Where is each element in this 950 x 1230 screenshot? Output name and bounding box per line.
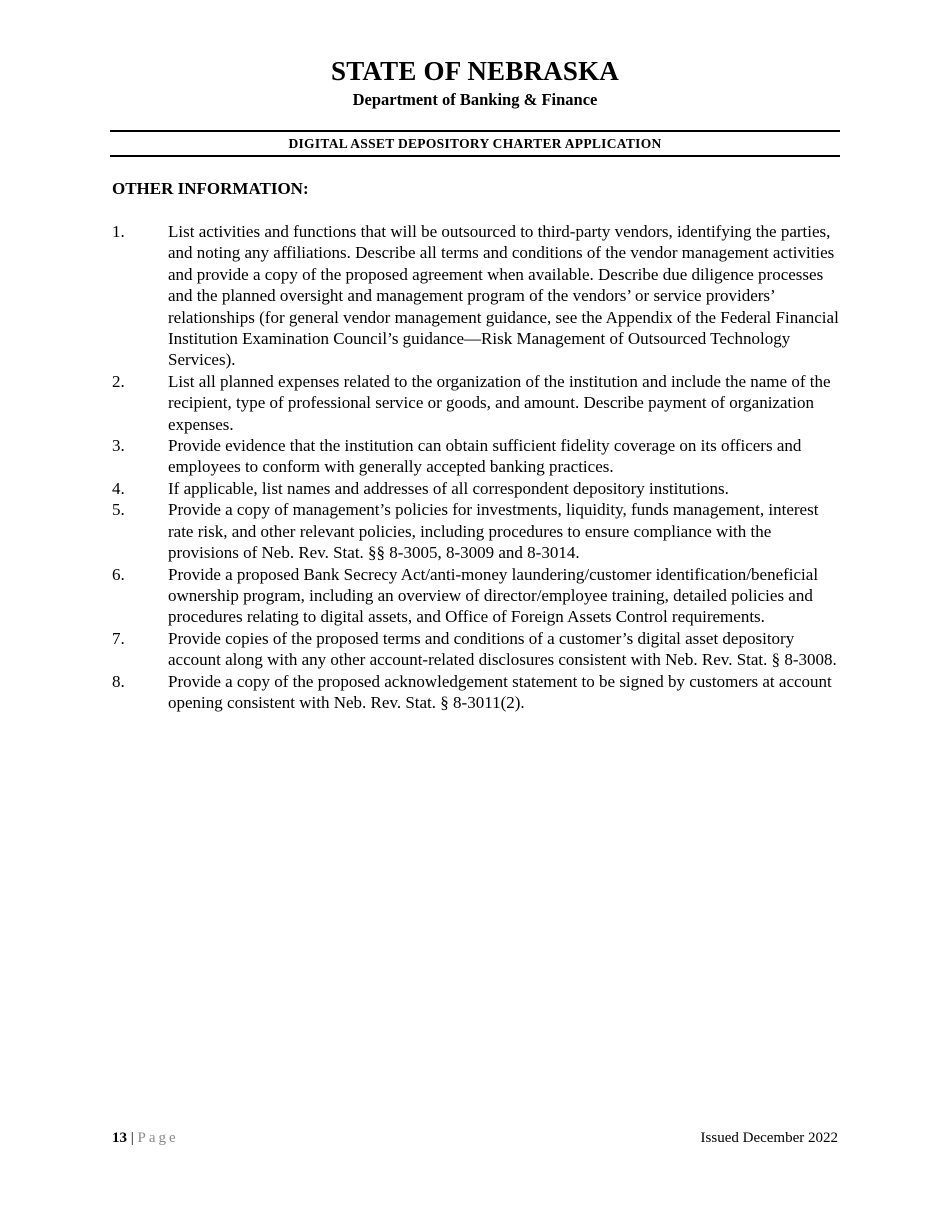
information-list xyxy=(112,221,842,713)
list-item-number: 8. xyxy=(112,671,125,691)
list-item xyxy=(112,628,842,671)
list-item-number: 5. xyxy=(112,500,125,520)
list-item xyxy=(112,671,842,714)
application-banner-text: DIGITAL ASSET DEPOSITORY CHARTER APPLICATION xyxy=(288,136,662,151)
list-item-number: 2. xyxy=(112,371,125,391)
list-item-number: 1. xyxy=(112,222,125,241)
footer-separator: | xyxy=(130,1130,134,1146)
list-item-number: 6. xyxy=(112,564,125,584)
page-label: Page xyxy=(137,1130,179,1146)
department-subtitle: Department of Banking & Finance xyxy=(352,90,598,109)
list-item xyxy=(112,435,842,478)
list-item xyxy=(112,221,842,371)
list-item-text: Provide a copy of management’s policies for investments, liquidity, funds management, interest rate risk, and other relevant policies, including procedures to ensure compliance with the provisions of Neb. Rev. Stat. §§ 8-3005, 8-3009 and 8-3014. xyxy=(168,500,819,563)
application-banner xyxy=(110,130,840,157)
list-item-number: 7. xyxy=(112,628,125,648)
list-item-text: Provide a copy of the proposed acknowledgement statement to be signed by customers at account opening consistent with Neb. Rev. Stat. § 8-3011(2). xyxy=(168,671,832,712)
list-item xyxy=(112,564,842,628)
list-item-number: 3. xyxy=(112,436,125,456)
list-item-text: List activities and functions that will be outsourced to third-party vendors, identifying the parties, and noting any affiliations. Describe all terms and conditions of the vendor management activities and provide a copy of the proposed agreement when available. Describe due diligence processes and the planned oversight and management program of the vendors’ or service providers’ relationships (for general vendor management guidance, see the Appendix of the Federal Financial Institution Examination Council’s guidance—Risk Management of Outsourced Technology Services). xyxy=(168,222,839,370)
list-item-text: Provide a proposed Bank Secrecy Act/anti-money laundering/customer identification/beneficial ownership program, including an overview of director/employee training, detailed policies and procedures relating to digital assets, and Office of Foreign Assets Control requirements. xyxy=(168,564,819,627)
issued-date: Issued December 2022 xyxy=(700,1130,838,1146)
list-item-text: If applicable, list names and addresses of all correspondent depository institutions. xyxy=(168,478,729,498)
list-item-text: Provide copies of the proposed terms and conditions of a customer’s digital asset depository account along with any other account-related disclosures consistent with Neb. Rev. Stat. § 8-3008. xyxy=(168,628,837,670)
list-item-text: Provide evidence that the institution can obtain sufficient fidelity coverage on its officers and employees to conform with generally accepted banking practices. xyxy=(168,436,802,477)
list-item xyxy=(112,499,842,563)
page-number: 13 xyxy=(112,1130,127,1146)
list-item-number: 4. xyxy=(112,478,125,498)
page-footer-number xyxy=(112,1130,179,1147)
list-item-text: List all planned expenses related to the organization of the institution and include the name of the recipient, type of professional service or goods, and amount. Describe payment of organization expenses. xyxy=(168,371,831,434)
list-item xyxy=(112,478,842,499)
state-title: STATE OF NEBRASKA xyxy=(331,56,619,86)
list-item xyxy=(112,371,842,435)
section-heading: OTHER INFORMATION: xyxy=(112,179,309,198)
